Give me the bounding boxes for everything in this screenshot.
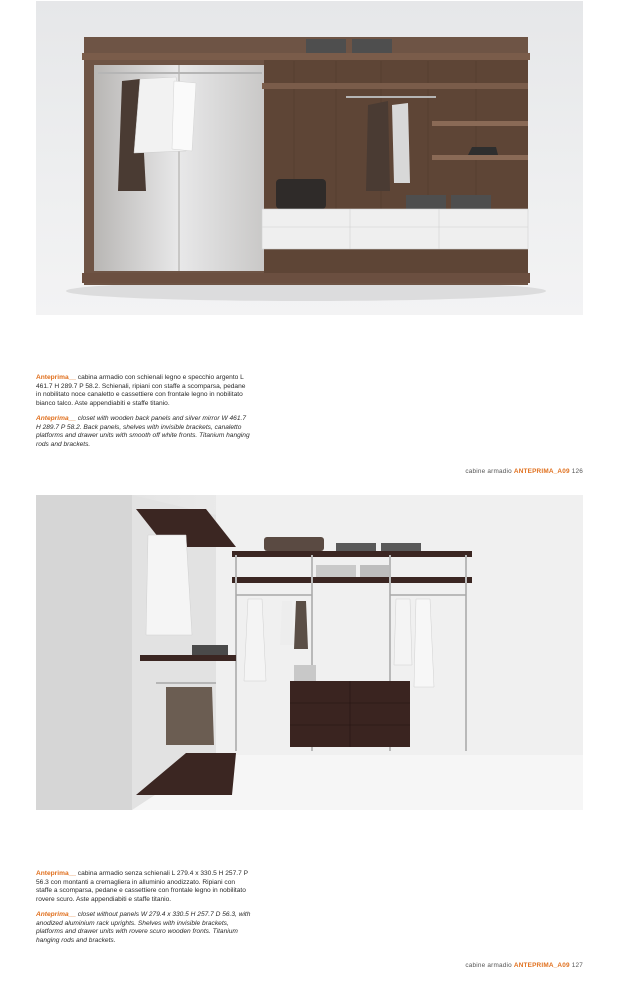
caption-text-en: closet without panels W 279.4 x 330.5 H 257.7 D 56.3, with anodized aluminium rack uprights. Shelves with invisible brackets, platforms and drawer units with rovere scuro wooden fronts. Titanium hanging rods and brackets. <box>36 910 251 944</box>
folio-series: ANTEPRIMA_A09 <box>513 962 570 969</box>
caption-text-it: cabina armadio senza schienali L 279.4 x 330.5 H 257.7 P 56.3 con montanti a cremagliera in alluminio anodizzato. Ripiani con staffe a scomparsa, pedane e cassettiere con frontale legno in nobilitato rovere scuro. Aste appendiabiti e staffe titanio. <box>36 870 248 904</box>
page-folio-127 <box>465 962 583 969</box>
caption-brand-en: Anteprima__ <box>36 414 76 422</box>
caption-brand: Anteprima__ <box>36 374 76 381</box>
caption-closet-1 <box>36 374 251 456</box>
folio-series: ANTEPRIMA_A09 <box>513 468 570 475</box>
caption-brand-en: Anteprima__ <box>36 910 76 918</box>
folio-label: cabine armadio <box>465 468 514 475</box>
photo-closet-wood-panels <box>36 1 583 315</box>
folio-label: cabine armadio <box>465 962 514 969</box>
folio-page-number: 127 <box>569 962 583 969</box>
photo-closet-corner-uprights <box>36 495 583 810</box>
caption-text-en: closet with wooden back panels and silver mirror W 461.7 H 289.7 P 58.2. Back panels, shelves with invisible brackets, canaletto platforms and drawer units with smooth off white fronts. Titanium hanging rods and brackets. <box>36 414 250 448</box>
caption-closet-2 <box>36 870 251 952</box>
page-folio-126 <box>465 468 583 475</box>
folio-page-number: 126 <box>569 468 583 475</box>
caption-brand: Anteprima__ <box>36 870 76 877</box>
caption-text-it: cabina armadio con schienali legno e specchio argento L 461.7 H 289.7 P 58.2. Schienali, ripiani con staffe a scomparsa, pedane in nobilitato noce canaletto e cassettiere con frontale legno in nobilitato bianco talco. Aste appendiabiti e staffe titanio. <box>36 374 246 408</box>
